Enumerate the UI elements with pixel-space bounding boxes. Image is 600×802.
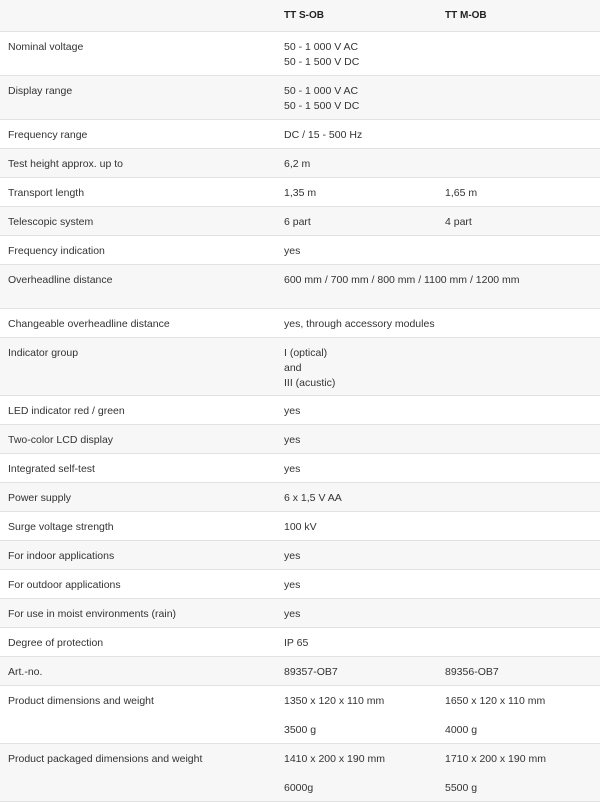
spec-value-tt-m-ob	[443, 76, 600, 120]
value-line: III (acustic)	[284, 377, 336, 389]
table-row	[0, 76, 600, 120]
value-line: 100 kV	[284, 521, 317, 533]
spec-value-tt-m-ob	[443, 628, 600, 657]
spec-value-tt-s-ob	[282, 657, 443, 686]
spec-value-tt-m-ob	[443, 744, 600, 802]
value-line: 1350 x 120 x 110 mm	[284, 695, 385, 707]
spec-label: Frequency range	[0, 120, 282, 149]
spec-label: Telescopic system	[0, 207, 282, 236]
spec-label: Transport length	[0, 178, 282, 207]
spec-value-both: yes, through accessory modules	[282, 309, 600, 338]
table-row	[0, 120, 600, 149]
table-row	[0, 338, 600, 396]
spec-label: Product dimensions and weight	[0, 686, 282, 744]
table-row	[0, 599, 600, 628]
spec-label: Two-color LCD display	[0, 425, 282, 454]
value-line: 50 - 1 500 V DC	[284, 56, 360, 68]
table-row	[0, 483, 600, 512]
value-line: DC / 15 - 500 Hz	[284, 129, 363, 141]
value-line: yes	[284, 608, 301, 620]
value-line: IP 65	[284, 637, 309, 649]
value-line: 89356-OB7	[445, 666, 499, 678]
value-line: yes	[284, 463, 301, 475]
value-line: 50 - 1 000 V AC	[284, 41, 359, 53]
table-row	[0, 512, 600, 541]
spec-value-tt-m-ob	[443, 338, 600, 396]
value-line: and	[284, 362, 302, 374]
table-row	[0, 454, 600, 483]
value-line: 6,2 m	[284, 158, 311, 170]
value-line: 89357-OB7	[284, 666, 338, 678]
spec-label: Degree of protection	[0, 628, 282, 657]
spec-label: Art.-no.	[0, 657, 282, 686]
value-line: 1,65 m	[445, 187, 478, 199]
spec-label: Frequency indication	[0, 236, 282, 265]
spec-label: Overheadline distance	[0, 265, 282, 309]
spec-label: Surge voltage strength	[0, 512, 282, 541]
weight-value: 4000 g	[445, 724, 478, 736]
spec-value-tt-s-ob	[282, 120, 443, 149]
spec-value-tt-s-ob	[282, 178, 443, 207]
spec-value-tt-m-ob	[443, 149, 600, 178]
spec-value-tt-m-ob	[443, 599, 600, 628]
spec-label: Display range	[0, 76, 282, 120]
table-row	[0, 265, 600, 309]
spec-value-tt-s-ob	[282, 744, 443, 802]
header-empty	[0, 0, 282, 32]
value-line: 4 part	[445, 216, 472, 228]
spec-value-tt-s-ob	[282, 236, 443, 265]
spec-value-tt-m-ob	[443, 32, 600, 76]
spec-value-tt-s-ob	[282, 628, 443, 657]
spec-label: For indoor applications	[0, 541, 282, 570]
table-row	[0, 207, 600, 236]
value-line: 6 part	[284, 216, 311, 228]
header-row	[0, 0, 600, 32]
spec-label: Nominal voltage	[0, 32, 282, 76]
spec-value-tt-s-ob	[282, 541, 443, 570]
value-line: yes	[284, 434, 301, 446]
spec-value-tt-s-ob	[282, 396, 443, 425]
value-line: 50 - 1 000 V AC	[284, 85, 359, 97]
table-row	[0, 744, 600, 802]
spec-value-tt-m-ob	[443, 178, 600, 207]
spec-label: Changeable overheadline distance	[0, 309, 282, 338]
spec-label: LED indicator red / green	[0, 396, 282, 425]
value-line: 6 x 1,5 V AA	[284, 492, 342, 504]
spec-value-tt-m-ob	[443, 425, 600, 454]
spec-value-tt-s-ob	[282, 570, 443, 599]
spec-value-tt-m-ob	[443, 120, 600, 149]
spec-value-tt-m-ob	[443, 396, 600, 425]
table-row	[0, 236, 600, 265]
spec-value-tt-s-ob	[282, 207, 443, 236]
weight-value: 3500 g	[284, 724, 317, 736]
spec-value-tt-s-ob	[282, 338, 443, 396]
spec-value-tt-m-ob	[443, 570, 600, 599]
table-row	[0, 32, 600, 76]
spec-value-tt-s-ob	[282, 76, 443, 120]
value-line: yes	[284, 579, 301, 591]
table-row	[0, 628, 600, 657]
table-row	[0, 309, 600, 338]
spec-label: For outdoor applications	[0, 570, 282, 599]
spec-value-tt-s-ob	[282, 149, 443, 178]
value-line: 1,35 m	[284, 187, 317, 199]
spec-value-tt-m-ob	[443, 512, 600, 541]
spec-label: Integrated self-test	[0, 454, 282, 483]
value-line: 1410 x 200 x 190 mm	[284, 753, 385, 765]
spec-value-tt-m-ob	[443, 236, 600, 265]
value-line: 50 - 1 500 V DC	[284, 100, 360, 112]
table-row	[0, 686, 600, 744]
spec-value-tt-s-ob	[282, 425, 443, 454]
spec-value-tt-m-ob	[443, 686, 600, 744]
value-line: yes	[284, 405, 301, 417]
spec-value-tt-s-ob	[282, 599, 443, 628]
spec-label: Test height approx. up to	[0, 149, 282, 178]
header-tt-s-ob: TT S-OB	[282, 0, 443, 32]
spec-label: Indicator group	[0, 338, 282, 396]
spec-label: Product packaged dimensions and weight	[0, 744, 282, 802]
table-row	[0, 178, 600, 207]
spec-value-tt-m-ob	[443, 657, 600, 686]
weight-value: 5500 g	[445, 782, 478, 794]
table-row	[0, 396, 600, 425]
spec-value-tt-m-ob	[443, 207, 600, 236]
spec-value-tt-m-ob	[443, 483, 600, 512]
value-line: yes	[284, 245, 301, 257]
weight-value: 6000g	[284, 782, 314, 794]
table-row	[0, 570, 600, 599]
table-row	[0, 541, 600, 570]
table-row	[0, 149, 600, 178]
table-row	[0, 425, 600, 454]
spec-value-tt-m-ob	[443, 454, 600, 483]
spec-value-tt-s-ob	[282, 512, 443, 541]
header-tt-m-ob: TT M-OB	[443, 0, 600, 32]
value-line: 1650 x 120 x 110 mm	[445, 695, 546, 707]
value-line: I (optical)	[284, 347, 328, 359]
value-line: 1710 x 200 x 190 mm	[445, 753, 546, 765]
spec-value-tt-s-ob	[282, 483, 443, 512]
spec-value-both: 600 mm / 700 mm / 800 mm / 1100 mm / 1200 mm	[282, 265, 600, 309]
table-row	[0, 657, 600, 686]
spec-value-tt-s-ob	[282, 454, 443, 483]
spec-value-tt-s-ob	[282, 686, 443, 744]
spec-value-tt-m-ob	[443, 541, 600, 570]
spec-label: For use in moist environments (rain)	[0, 599, 282, 628]
value-line: yes	[284, 550, 301, 562]
spec-label: Power supply	[0, 483, 282, 512]
spec-value-tt-s-ob	[282, 32, 443, 76]
